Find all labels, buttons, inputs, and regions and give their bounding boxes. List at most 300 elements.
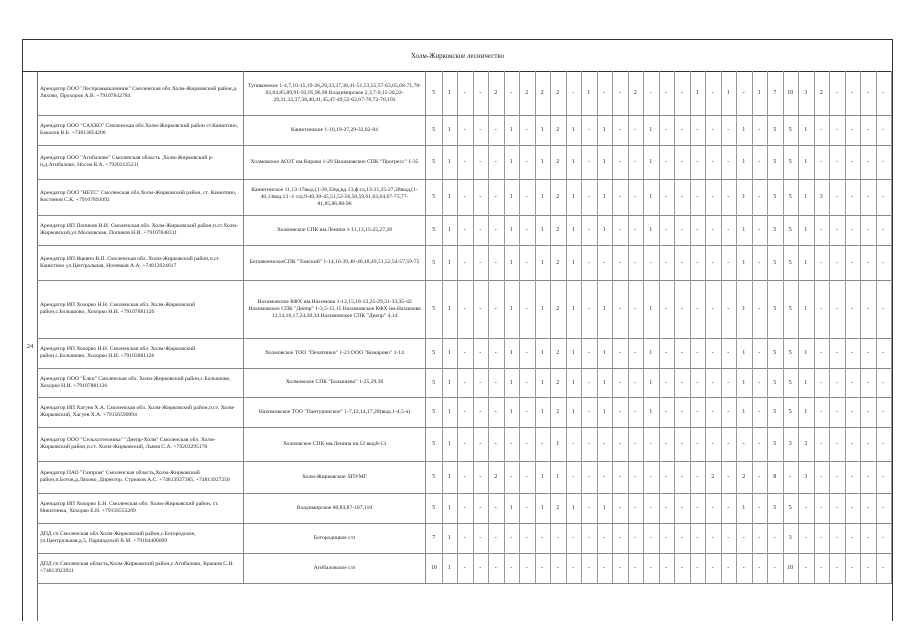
value-cell: - (860, 115, 877, 145)
value-cell: 8 (767, 461, 784, 493)
value-cell: 1 (504, 397, 521, 427)
value-cell: - (752, 280, 769, 338)
table-row (37, 338, 892, 369)
value-cell: - (876, 523, 893, 553)
value-cell: 1 (442, 368, 459, 397)
value-cell: - (535, 523, 552, 553)
value-cell: - (457, 493, 474, 523)
table-row (37, 368, 892, 398)
value-cell: - (628, 338, 645, 368)
value-cell: 5 (426, 245, 443, 280)
value-cell: - (829, 397, 846, 427)
value-cell: 1 (643, 368, 660, 397)
value-cell: 2 (488, 71, 505, 115)
value-cell: - (473, 280, 490, 338)
value-cell: - (798, 553, 815, 583)
value-cell: 1 (504, 245, 521, 280)
value-cell: 1 (504, 493, 521, 523)
value-cell: 1 (597, 280, 614, 338)
value-cell: - (628, 523, 645, 553)
value-cell: 2 (550, 179, 567, 215)
value-cell: - (767, 523, 784, 553)
value-cell: 1 (643, 397, 660, 427)
value-cell: - (845, 427, 862, 461)
value-cell: - (690, 245, 707, 280)
value-cell: 2 (488, 461, 505, 493)
value-cell: - (845, 461, 862, 493)
value-cell: 1 (566, 179, 583, 215)
value-cell: - (829, 368, 846, 397)
value-cell: - (705, 493, 722, 523)
value-cell: 1 (736, 215, 753, 245)
value-cell: 1 (597, 179, 614, 215)
value-cell: 1 (643, 145, 660, 179)
value-cell: 1 (442, 461, 459, 493)
value-cell: 5 (767, 145, 784, 179)
value-cell: - (876, 145, 893, 179)
value-cell: 10 (426, 553, 443, 583)
value-cell: - (659, 493, 676, 523)
value-cell: - (814, 461, 831, 493)
table-row (37, 461, 892, 494)
value-cell: - (845, 280, 862, 338)
value-cell: - (628, 461, 645, 493)
value-cell: 1 (504, 368, 521, 397)
tenant-cell: ДПД сп Смоленская обл.Холм-Жирковский район,с.Богородское, ул.Центральная,д.5, Паршадский В.М. +79104406609 (37, 523, 244, 553)
value-cell: 3 (783, 427, 800, 461)
table-sheet (22, 39, 893, 621)
value-cell: - (814, 493, 831, 523)
value-cell: 1 (597, 215, 614, 245)
value-cell: - (612, 427, 629, 461)
location-cell: Владимирское 80,83,87-107,110 (244, 493, 426, 523)
value-cell: - (628, 145, 645, 179)
value-cell: - (721, 115, 738, 145)
value-cell: 1 (566, 493, 583, 523)
value-cell: - (504, 461, 521, 493)
location-cell: Холмовское ТОО "Печатники" 1-23 ООО "Комарово" 1-14 (244, 338, 426, 368)
value-cell: - (845, 179, 862, 215)
value-cells (426, 338, 892, 368)
value-cell: - (752, 179, 769, 215)
value-cell: - (721, 179, 738, 215)
value-cell: 5 (426, 493, 443, 523)
value-cell: - (473, 71, 490, 115)
value-cell: - (845, 493, 862, 523)
value-cell: - (581, 368, 598, 397)
value-cell: - (752, 397, 769, 427)
value-cell: 1 (535, 179, 552, 215)
value-cell: - (845, 368, 862, 397)
value-cell: - (721, 280, 738, 338)
value-cell: - (659, 145, 676, 179)
value-cell: - (814, 368, 831, 397)
value-cell: - (829, 523, 846, 553)
value-cell: - (535, 427, 552, 461)
value-cell: 1 (597, 397, 614, 427)
value-cell: - (457, 145, 474, 179)
value-cell: - (721, 523, 738, 553)
value-cell: 1 (597, 338, 614, 368)
value-cell: - (736, 71, 753, 115)
value-cell: - (876, 179, 893, 215)
value-cell: - (705, 397, 722, 427)
value-cell: 1 (535, 397, 552, 427)
value-cell: - (860, 427, 877, 461)
value-cell: 3 (798, 71, 815, 115)
value-cell: - (612, 461, 629, 493)
value-cell: - (829, 71, 846, 115)
value-cell: - (674, 493, 691, 523)
value-cell: - (674, 280, 691, 338)
value-cell: - (473, 115, 490, 145)
value-cell: 5 (767, 493, 784, 523)
value-cell: 1 (535, 338, 552, 368)
tenant-cell: Арендатор ИП Хохорко Н.Н. Смоленская обл. Холм-Жирковский район,с.Болышово, Хохорко Н.И. +79103881126 (37, 338, 244, 368)
value-cell: - (597, 523, 614, 553)
value-cell: - (457, 215, 474, 245)
value-cell: - (705, 523, 722, 553)
location-cell: Канютинское 11,13-17выд.(1-30,32вд,вд.13,ф.та,13-31,25-27,28выд,(1-40,13вод.13 -1 та),9-40,30-45,51,52-56,58,59,61,63,64,67-75,77-81,85,86,88-96 (244, 179, 426, 215)
value-cell: - (519, 553, 536, 583)
value-cell: 1 (442, 179, 459, 215)
value-cell: - (628, 280, 645, 338)
value-cell: - (612, 115, 629, 145)
location-cell: Нахимовское КФХ им.Нахимова 1-12,15,18-23,25-29,31-33,35-42 Нахимовское СПК "Днепр" 1-3,5-13,15 Нахимовское КФХ им.Нахимова 13,14,16,17,24,30,34 Нахимовское СПК "Днепр" 4,14 (244, 280, 426, 338)
value-cell: - (876, 245, 893, 280)
value-cell: - (519, 461, 536, 493)
value-cell: - (814, 280, 831, 338)
value-cell: 1 (736, 338, 753, 368)
value-cell: 5 (783, 179, 800, 215)
value-cell: 1 (566, 145, 583, 179)
value-cell: - (736, 427, 753, 461)
value-cell: - (721, 397, 738, 427)
value-cell: 1 (798, 215, 815, 245)
value-cell: 1 (504, 338, 521, 368)
value-cell: - (829, 215, 846, 245)
tenant-cell: Арендатор ИП Попиков Н.И. Смоленская обл. Холм-Жирковский район,п.ст.Холм-Жирковский,ул.Московская, Попиков Н.И. +79107848311 (37, 215, 244, 245)
value-cell: - (628, 553, 645, 583)
value-cell: - (690, 461, 707, 493)
value-cell: 5 (783, 338, 800, 368)
value-cell: - (504, 427, 521, 461)
value-cell: 1 (442, 245, 459, 280)
value-cell: - (504, 71, 521, 115)
value-cell: - (488, 145, 505, 179)
value-cell: 1 (736, 145, 753, 179)
value-cell: 1 (442, 145, 459, 179)
value-cell: - (581, 245, 598, 280)
value-cell: - (566, 461, 583, 493)
value-cell: - (721, 461, 738, 493)
value-cell: 1 (736, 493, 753, 523)
value-cell: 1 (442, 397, 459, 427)
value-cell: 1 (798, 368, 815, 397)
value-cell: - (845, 145, 862, 179)
value-cells (426, 397, 892, 427)
table-row (37, 427, 892, 462)
value-cell: - (845, 215, 862, 245)
value-cell: - (752, 493, 769, 523)
value-cell: 1 (736, 115, 753, 145)
value-cell: - (690, 280, 707, 338)
value-cell: - (690, 115, 707, 145)
value-cell: - (488, 493, 505, 523)
value-cell: - (457, 115, 474, 145)
value-cell: 2 (550, 397, 567, 427)
value-cell: 5 (767, 397, 784, 427)
value-cell: - (752, 245, 769, 280)
value-cell: - (457, 280, 474, 338)
value-cell: - (752, 338, 769, 368)
value-cell: 1 (535, 245, 552, 280)
value-cell: 1 (690, 71, 707, 115)
value-cell: - (705, 427, 722, 461)
value-cell: - (860, 338, 877, 368)
value-cell: - (860, 493, 877, 523)
value-cell: - (814, 215, 831, 245)
value-cell: - (612, 215, 629, 245)
value-cell: 1 (597, 493, 614, 523)
value-cell: 1 (504, 145, 521, 179)
value-cell: - (814, 523, 831, 553)
tenant-cell: Арендатор ИП Яцевич В.П. Смоленская обл. Холм-Жирковский район,п.ст. Канютино ул.Центральная, Ночевков А.А. +74813924617 (37, 245, 244, 280)
value-cell: - (581, 215, 598, 245)
value-cell: - (519, 338, 536, 368)
value-cell: - (659, 280, 676, 338)
value-cell: - (473, 215, 490, 245)
value-cell: - (876, 397, 893, 427)
value-cell: - (829, 461, 846, 493)
table-row (37, 280, 892, 339)
value-cell: 5 (426, 397, 443, 427)
value-cell: - (783, 461, 800, 493)
value-cell: 5 (426, 71, 443, 115)
value-cell: - (581, 427, 598, 461)
value-cell: - (752, 553, 769, 583)
value-cell: 2 (535, 71, 552, 115)
value-cell: 1 (798, 397, 815, 427)
value-cell: - (581, 523, 598, 553)
tenant-cell: Арендатор ООО "САХКО" Смоленская обл.Холм-Жирковский район ст.Канютино, Бакалов В.Б. +74813054200 (37, 115, 244, 145)
value-cell: - (488, 115, 505, 145)
value-cell: - (767, 553, 784, 583)
value-cell: 1 (736, 368, 753, 397)
value-cell: 1 (566, 245, 583, 280)
value-cell: 5 (767, 115, 784, 145)
value-cell: - (860, 368, 877, 397)
value-cell: - (845, 115, 862, 145)
value-cell: - (752, 145, 769, 179)
value-cell: 2 (519, 71, 536, 115)
value-cell: 1 (535, 115, 552, 145)
value-cell: - (705, 368, 722, 397)
value-cell: - (581, 397, 598, 427)
value-cell: - (721, 553, 738, 583)
value-cell: - (752, 368, 769, 397)
value-cell: - (814, 338, 831, 368)
value-cell: - (628, 427, 645, 461)
value-cell: - (535, 553, 552, 583)
value-cell: - (798, 493, 815, 523)
value-cell: - (876, 280, 893, 338)
value-cell: - (581, 493, 598, 523)
value-cell: - (612, 338, 629, 368)
value-cell: - (597, 553, 614, 583)
value-cell: 3 (783, 523, 800, 553)
value-cell: 1 (798, 145, 815, 179)
value-cell: - (504, 523, 521, 553)
value-cell: - (488, 338, 505, 368)
value-cell: 1 (566, 280, 583, 338)
value-cell: 1 (736, 179, 753, 215)
value-cell: - (829, 493, 846, 523)
value-cell: - (457, 523, 474, 553)
value-cell: 1 (535, 215, 552, 245)
value-cell: 1 (535, 461, 552, 493)
value-cell: - (845, 553, 862, 583)
value-cells (426, 145, 892, 179)
value-cell: 10 (783, 71, 800, 115)
value-cell: - (674, 215, 691, 245)
value-cell: - (659, 115, 676, 145)
value-cell: - (612, 553, 629, 583)
value-cell: - (860, 461, 877, 493)
value-cell: - (566, 427, 583, 461)
value-cell: 1 (442, 338, 459, 368)
value-cell: 5 (767, 338, 784, 368)
value-cell: - (705, 115, 722, 145)
value-cell: - (860, 245, 877, 280)
value-cells (426, 493, 892, 523)
value-cell: - (814, 115, 831, 145)
table-row (37, 215, 892, 246)
value-cell: - (519, 523, 536, 553)
value-cell: 2 (628, 71, 645, 115)
value-cell: - (473, 461, 490, 493)
value-cells (426, 427, 892, 461)
value-cell: - (488, 397, 505, 427)
value-cell: - (814, 245, 831, 280)
value-cell: - (659, 523, 676, 553)
value-cells (426, 71, 892, 115)
value-cell: 1 (504, 179, 521, 215)
value-cell: - (721, 427, 738, 461)
value-cell: - (829, 280, 846, 338)
value-cell: - (473, 493, 490, 523)
value-cell: 1 (597, 145, 614, 179)
value-cell: 1 (798, 338, 815, 368)
value-cell: - (752, 115, 769, 145)
value-cell: 1 (581, 71, 598, 115)
tenant-cell: Арендатор ООО "Агибалово" Смоленская область ,Холм-Жирковский р-н,д.Агибалово, Носов В.А. +79203125211 (37, 145, 244, 179)
value-cell: - (581, 179, 598, 215)
value-cell: - (457, 245, 474, 280)
value-cell: - (473, 179, 490, 215)
value-cell: 5 (783, 280, 800, 338)
value-cell: - (488, 245, 505, 280)
value-cell: - (659, 71, 676, 115)
value-cell: - (674, 461, 691, 493)
value-cell: 1 (721, 71, 738, 115)
value-cell: - (674, 245, 691, 280)
location-cell: Агибаловское с/п (244, 553, 426, 583)
value-cell: - (860, 71, 877, 115)
value-cell: - (488, 368, 505, 397)
value-cell: 7 (767, 71, 784, 115)
value-cell: - (690, 179, 707, 215)
value-cell: 5 (426, 179, 443, 215)
value-cell: - (659, 397, 676, 427)
value-cell: - (814, 427, 831, 461)
value-cell: - (488, 280, 505, 338)
value-cell: - (628, 179, 645, 215)
value-cell: 1 (504, 115, 521, 145)
value-cell: 1 (442, 427, 459, 461)
value-cell: 5 (426, 338, 443, 368)
value-cell: - (473, 245, 490, 280)
value-cell: 2 (550, 280, 567, 338)
tenant-cell: Арендатор ИП Хохорко Н.Н. Смоленская обл. Холм-Жирковский район,с.Болышово, Хохорко Н.И. +79107881126 (37, 280, 244, 338)
value-cell: 1 (736, 245, 753, 280)
value-cell: - (814, 145, 831, 179)
table-row (37, 145, 892, 180)
tenant-cell: Арендатор ООО "НЕТС" Смоленская обл.Холм-Жирковский район, ст. Канютино, Костинов С.К. +79107893092 (37, 179, 244, 215)
value-cell: 5 (783, 115, 800, 145)
value-cell: 5 (426, 215, 443, 245)
value-cell: - (705, 71, 722, 115)
value-cell: 1 (535, 493, 552, 523)
value-cell: - (628, 368, 645, 397)
value-cell: - (690, 338, 707, 368)
value-cell: - (457, 179, 474, 215)
value-cell: - (473, 397, 490, 427)
value-cell: 1 (643, 280, 660, 338)
value-cell: - (659, 427, 676, 461)
location-cell: Холм-Жирковское ЛПУМГ (244, 461, 426, 493)
value-cell: - (612, 145, 629, 179)
value-cell: - (845, 338, 862, 368)
value-cell: 1 (442, 553, 459, 583)
value-cell: - (612, 368, 629, 397)
value-cell: - (736, 553, 753, 583)
value-cell: - (860, 523, 877, 553)
value-cell: 5 (426, 461, 443, 493)
value-cell: 5 (426, 368, 443, 397)
tenant-cell: Арендатор ООО "Сельхозтехника" "Днепр-Холм" Смоленская обл. Холм-Жирковский район,п.ст. Холм-Жирковский, Львов С.А. +79203295170 (37, 427, 244, 461)
value-cell: 2 (550, 215, 567, 245)
location-cell: Тупиковское 1-4,7,10-15,19-26,29,33,37,38,41-51,53,55,57-63,65,68-71,78-82,84,85,89,91-93,95,96,98 Владимирское 2,3,7-9,11-20,22-29,31,32,37,38,40,41,45,47-49,52-62,67-70,72-76,103 (244, 71, 426, 115)
value-cell: - (612, 523, 629, 553)
location-cell: Холмовское АОЗТ им.Кирова 1-29 Нахимовское СПК "Прогресс" 1-35 (244, 145, 426, 179)
value-cell: - (876, 71, 893, 115)
value-cell: - (860, 215, 877, 245)
value-cell: 10 (783, 553, 800, 583)
value-cell: 1 (550, 427, 567, 461)
table-row (37, 397, 892, 428)
value-cell: - (876, 493, 893, 523)
value-cell: - (829, 427, 846, 461)
value-cell: - (814, 397, 831, 427)
value-cell: - (457, 553, 474, 583)
value-cell: - (674, 523, 691, 553)
value-cell: - (628, 493, 645, 523)
location-cell: Канютинское 1-10,19-27,29-32,82-84 (244, 115, 426, 145)
value-cell: - (597, 245, 614, 280)
value-cell: - (659, 338, 676, 368)
value-cell: - (643, 461, 660, 493)
